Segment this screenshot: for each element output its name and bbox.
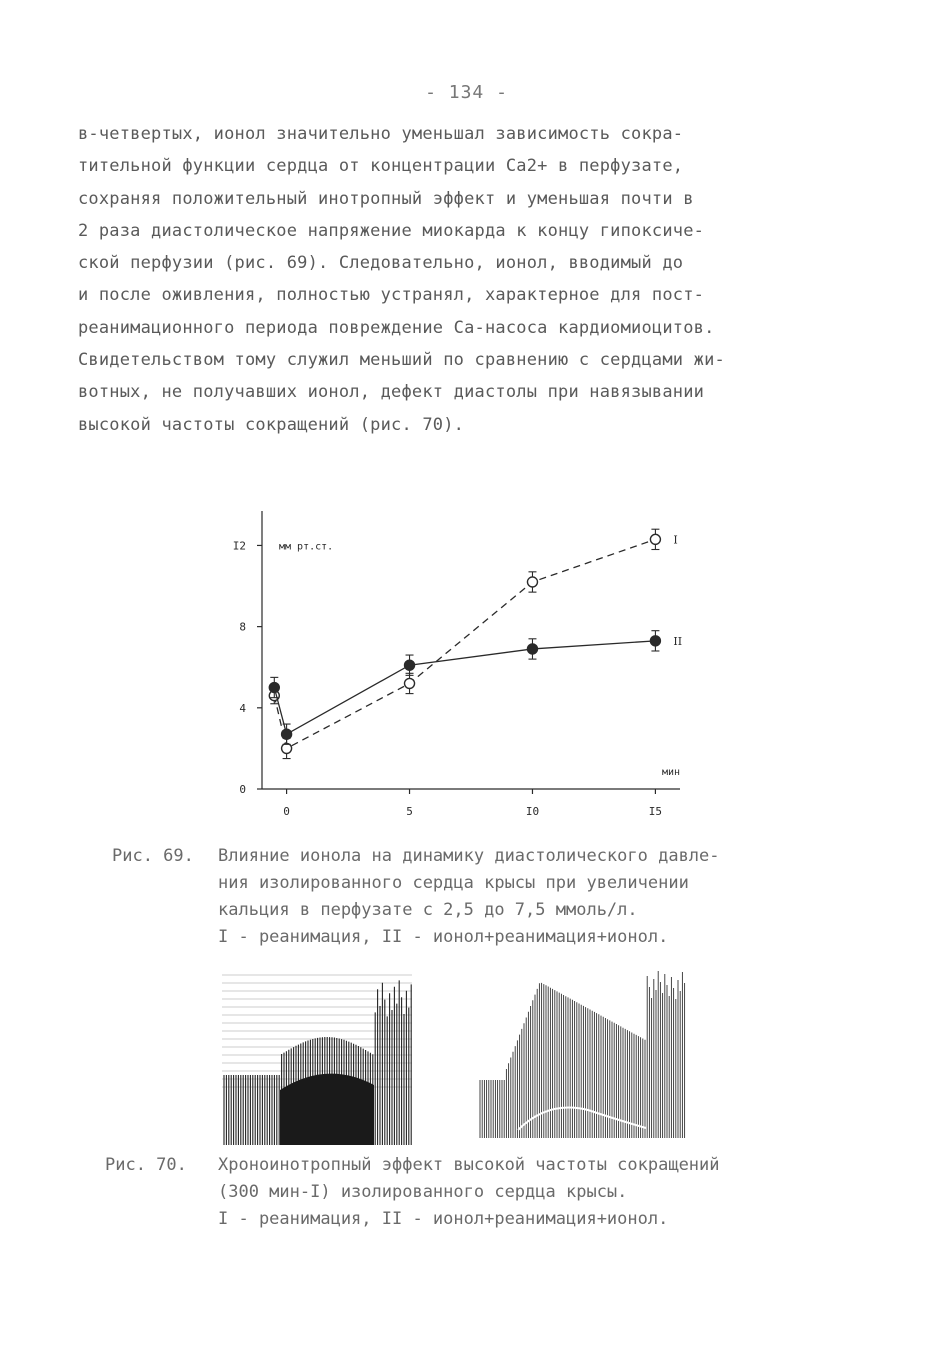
text-line: в-четвертых, ионол значительно уменьшал зависимость сокра- — [78, 124, 684, 144]
data-point — [650, 534, 660, 544]
diastolic-pressure-chart — [210, 505, 710, 835]
text-line: сохраняя положительный инотропный эффект и уменьшая почти в — [78, 188, 694, 209]
pressure-trace — [480, 971, 685, 1138]
y-axis-label: мм рт.ст. — [279, 541, 334, 553]
caption-line: I - реанимация, II - ионол+реанимация+ионол. — [218, 1209, 669, 1229]
y-tick-label: I2 — [232, 539, 246, 553]
body-paragraph — [78, 118, 798, 441]
x-tick-label: 0 — [283, 805, 290, 818]
caption-line: кальция в перфузате с 2,5 до 7,5 ммоль/л. — [218, 900, 638, 920]
text-line: 2 раза диастолическое напряжение миокарда к концу гипоксиче- — [78, 220, 705, 241]
caption-line: ния изолированного сердца крысы при увеличении — [218, 873, 689, 893]
page-number: - 134 - — [425, 82, 508, 103]
text-line: вотных, не получавших ионол, дефект диастолы при навязывании — [78, 382, 705, 403]
data-point — [527, 577, 537, 587]
data-point — [405, 660, 415, 670]
figure-69-label: Рис. 69. — [112, 846, 194, 866]
text-line: и после оживления, полностью устранял, характерное для пост- — [78, 285, 705, 306]
figure-70-label: Рис. 70. — [105, 1155, 187, 1175]
data-point — [269, 683, 279, 693]
data-point — [650, 636, 660, 646]
text-line: высокой частоты сокращений (рис. 70). — [78, 414, 465, 435]
text-line: Свидетельством тому служил меньший по сравнению с сердцами жи- — [78, 350, 725, 371]
data-point — [527, 644, 537, 654]
x-axis-label: мин — [661, 767, 680, 778]
oscillogram-ionol — [478, 960, 686, 1142]
caption-line: Влияние ионола на динамику диастолического давле- — [218, 846, 720, 866]
x-tick-label: 5 — [406, 805, 413, 818]
x-tick-label: I5 — [648, 805, 663, 818]
caption-line: (300 мин-I) изолированного сердца крысы. — [218, 1182, 628, 1202]
trace-envelope — [280, 1074, 374, 1145]
series-line — [274, 641, 655, 734]
series-label: II — [673, 634, 683, 648]
oscillogram-reanimation — [222, 965, 412, 1150]
text-line: тительной функции сердца от концентрации Са2+ в перфузате, — [78, 156, 684, 177]
caption-line: I - реанимация, II - ионол+реанимация+ионол. — [218, 927, 669, 947]
data-point — [282, 729, 292, 739]
x-tick-label: I0 — [525, 805, 540, 818]
data-point — [282, 743, 292, 753]
text-line: ской перфузии (рис. 69). Следовательно, ионол, вводимый до — [78, 253, 684, 274]
y-tick-label: 8 — [239, 620, 246, 634]
series-line — [274, 539, 655, 748]
data-point — [405, 678, 415, 688]
y-tick-label: 4 — [239, 701, 246, 715]
text-line: реанимационного периода повреждение Са-насоса кардиомиоцитов. — [78, 317, 715, 338]
series-label: I — [673, 533, 678, 547]
y-tick-label: 0 — [239, 783, 246, 796]
caption-line: Хроноинотропный эффект высокой частоты сокращений — [218, 1155, 720, 1175]
